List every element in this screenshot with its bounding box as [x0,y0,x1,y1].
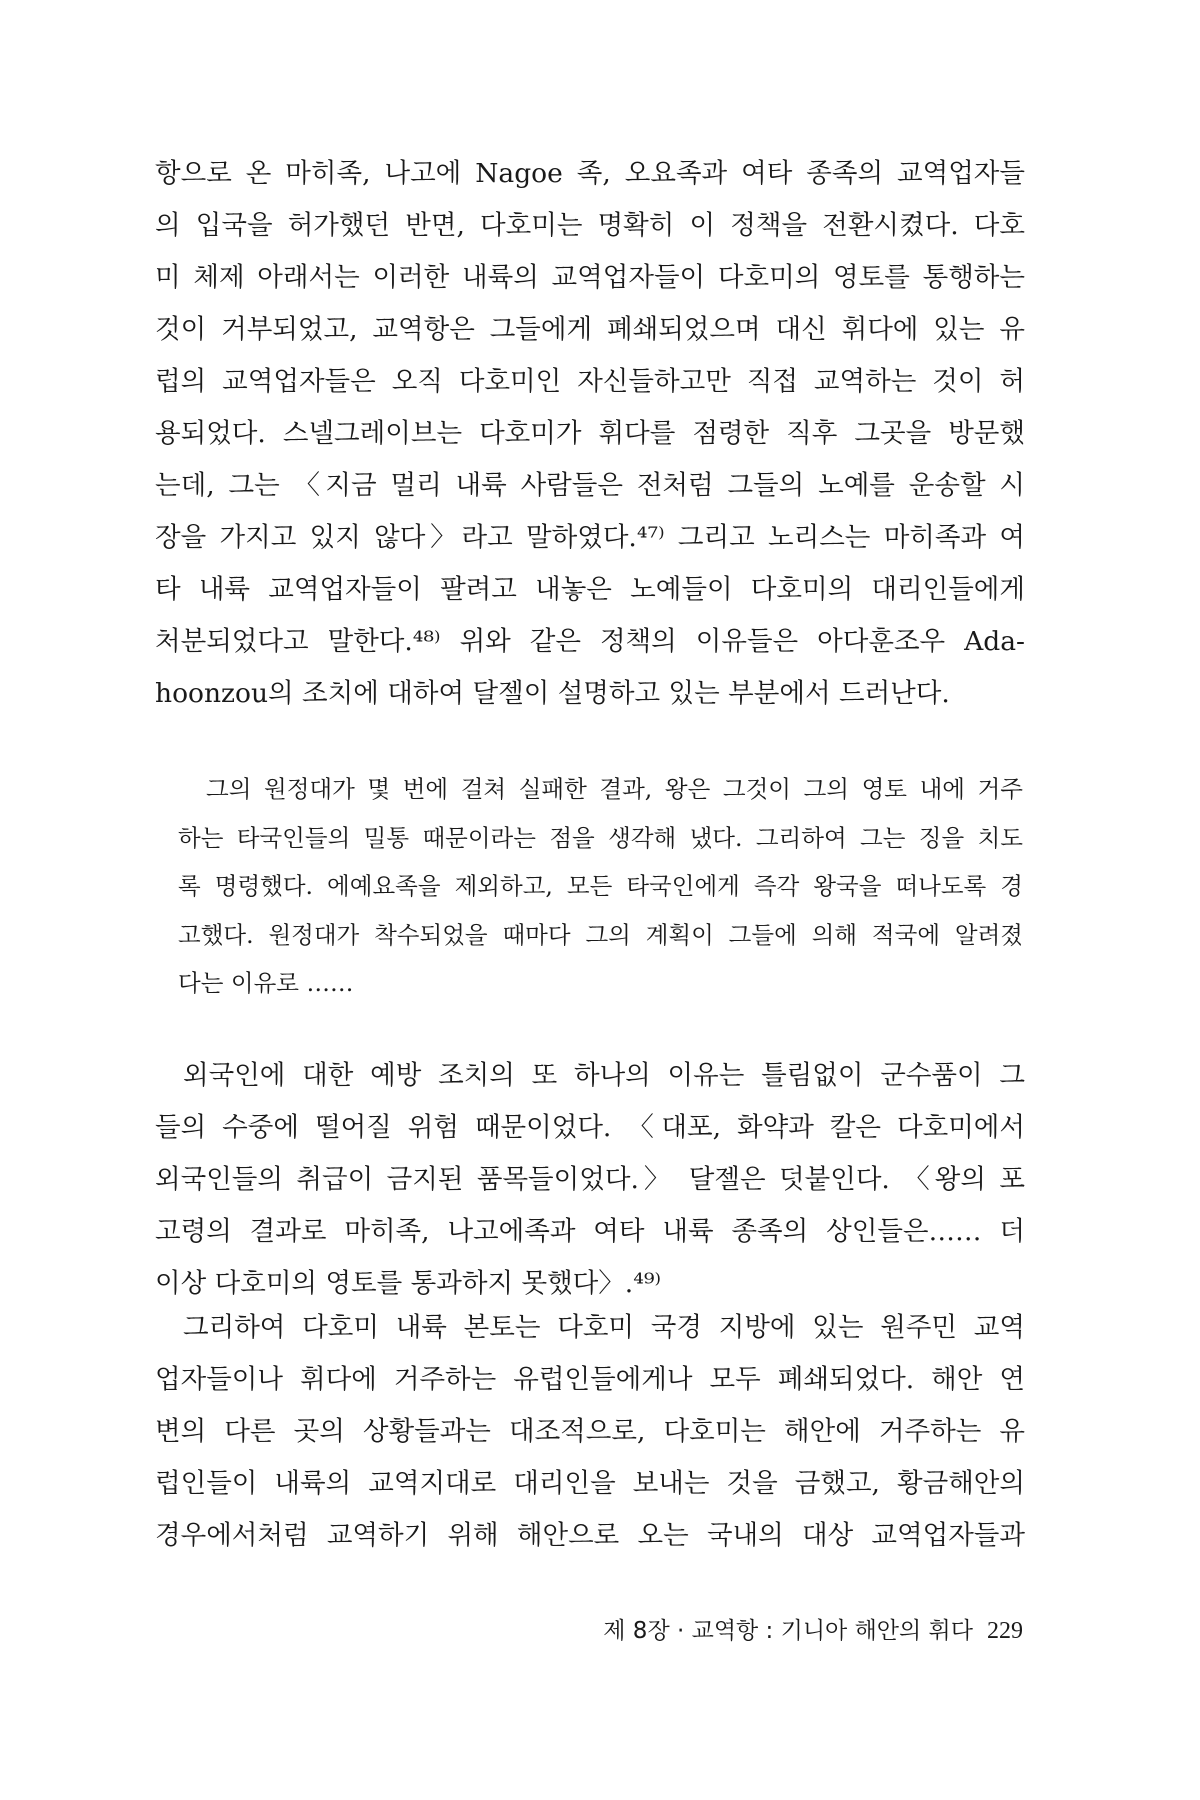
quote-line: 그의 원정대가 몇 번에 걸쳐 실패한 결과, 왕은 그것이 그의 영토 내에 거주 [206,775,1023,803]
page-number: 229 [987,1618,1023,1644]
text-line: 장을 가지고 있지 않다〉라고 말하였다.⁴⁷⁾ 그리고 노리스는 마히족과 여 [155,522,1025,553]
block-quote [178,765,1023,1008]
quote-line: 다는 이유로 …… [178,969,354,997]
text-line: 럽의 교역업자들은 오직 다호미인 자신들하고만 직접 교역하는 것이 허 [155,366,1025,397]
text-line: 럽인들이 내륙의 교역지대로 대리인을 보내는 것을 금했고, 황금해안의 [155,1468,1025,1499]
text-line: 것이 거부되었고, 교역항은 그들에게 폐쇄되었으며 대신 휘다에 있는 유 [155,314,1025,345]
text-line: 경우에서처럼 교역하기 위해 해안으로 오는 국내의 대상 교역업자들과 [155,1520,1025,1551]
text-line: 이상 다호미의 영토를 통과하지 못했다〉.⁴⁹⁾ [155,1268,661,1299]
running-title: 제 8장 · 교역항 : 기니아 해안의 휘다 [603,1618,973,1644]
text-line: 변의 다른 곳의 상황들과는 대조적으로, 다호미는 해안에 거주하는 유 [155,1416,1025,1447]
page-footer [560,1615,1023,1647]
text-line: 들의 수중에 떨어질 위험 때문이었다. 〈대포, 화약과 칼은 다호미에서 [155,1112,1025,1143]
text-line: 용되었다. 스넬그레이브는 다호미가 휘다를 점령한 직후 그곳을 방문했 [155,418,1025,449]
text-line: 업자들이나 휘다에 거주하는 유럽인들에게나 모두 폐쇄되었다. 해안 연 [155,1364,1025,1395]
text-line: 미 체제 아래서는 이러한 내륙의 교역업자들이 다호미의 영토를 통행하는 [155,262,1025,293]
text-line: 항으로 온 마히족, 나고에 Nagoe 족, 오요족과 여타 종족의 교역업자들 [155,158,1025,189]
quote-line: 하는 타국인들의 밀통 때문이라는 점을 생각해 냈다. 그리하여 그는 징을 치도 [178,823,1023,852]
text-line: 그리하여 다호미 내륙 본토는 다호미 국경 지방에 있는 원주민 교역 [183,1312,1025,1343]
paragraph-2 [155,1050,1025,1310]
quote-line: 록 명령했다. 에예요족을 제외하고, 모든 타국인에게 즉각 왕국을 떠나도록 경 [178,872,1023,900]
text-line: 처분되었다고 말한다.⁴⁸⁾ 위와 같은 정책의 이유들은 아다훈조우 Ada- [155,626,1025,657]
text-line: 는데, 그는 〈지금 멀리 내륙 사람들은 전처럼 그들의 노예를 운송할 시 [155,470,1025,501]
text-line: 외국인에 대한 예방 조치의 또 하나의 이유는 틀림없이 군수품이 그 [183,1060,1025,1091]
paragraph-1 [155,148,1025,720]
text-line: 외국인들의 취급이 금지된 품목들이었다.〉 달젤은 덧붙인다. 〈왕의 포 [155,1164,1025,1195]
paragraph-3 [155,1302,1025,1562]
text-line: 타 내륙 교역업자들이 팔려고 내놓은 노예들이 다호미의 대리인들에게 [155,574,1025,605]
text-line: 고령의 결과로 마히족, 나고에족과 여타 내륙 종족의 상인들은…… 더 [155,1216,1025,1247]
text-line: hoonzou의 조치에 대하여 달젤이 설명하고 있는 부분에서 드러난다. [155,678,950,709]
text-line: 의 입국을 허가했던 반면, 다호미는 명확히 이 정책을 전환시켰다. 다호 [155,210,1025,241]
quote-line: 고했다. 원정대가 착수되었을 때마다 그의 계획이 그들에 의해 적국에 알려졌 [178,920,1023,949]
